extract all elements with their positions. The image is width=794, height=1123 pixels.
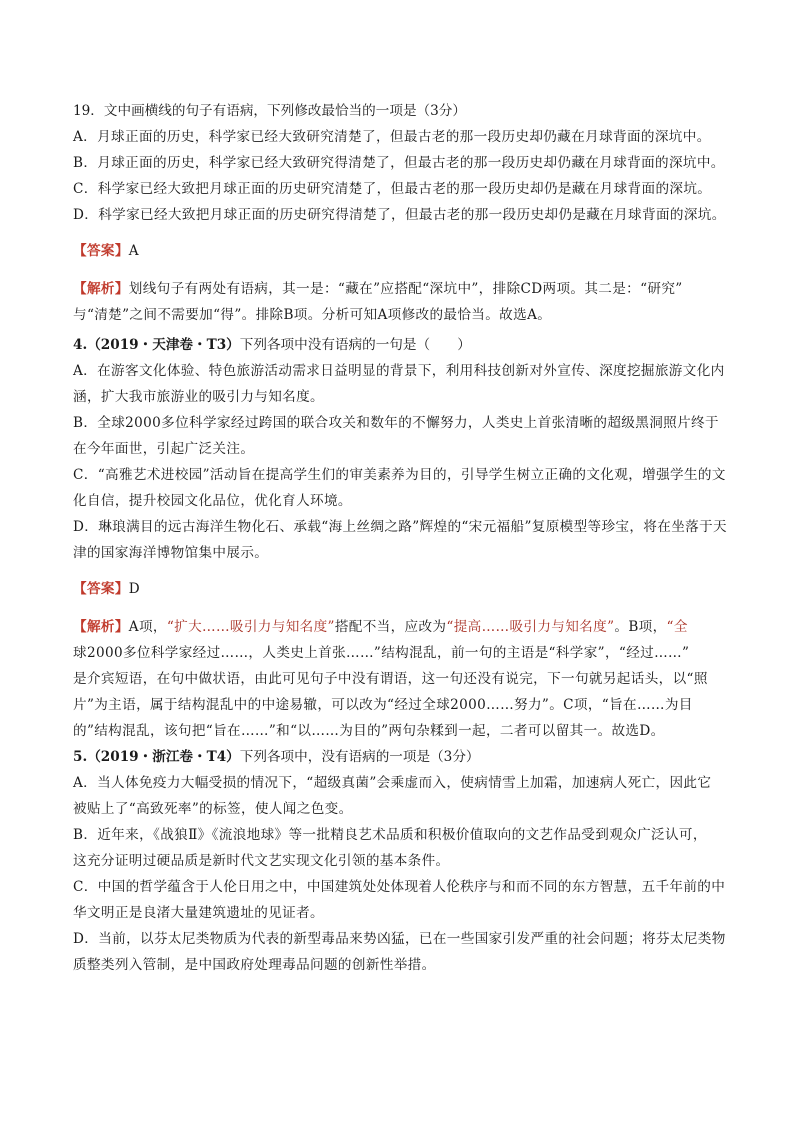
answer-tag: 【答案】 <box>73 581 129 597</box>
question-4-option-line: B．全球2000多位科学家经过跨国的联合攻关和数年的不懈努力，人类史上首张清晰的超级黑洞照片终于 <box>73 415 719 431</box>
analysis-line: 是介宾短语，在句中做状语，由此可见句子中没有谓语，这一句还没有说完，下一句就另起话头，以“照 <box>73 671 708 687</box>
question-5-option-line: B．近年来，《战狼Ⅱ》《流浪地球》等一批精良艺术品质和积极价值取向的文艺作品受到观众广泛认可， <box>73 827 707 843</box>
answer-tag: 【答案】 <box>73 243 129 259</box>
analysis-line: 【解析】划线句子有两处有语病，其一是：“藏在”应搭配“深坑中”，排除CD两项。其二是：“研究” <box>73 281 683 297</box>
question-19-option-c: C．科学家已经大致把月球正面的历史研究清楚了，但最古老的那一段历史却仍是藏在月球背面的深坑。 <box>73 181 712 197</box>
question-5-option-line: 华文明正是良渚大量建筑遗址的见证者。 <box>73 905 324 921</box>
question-4-option-line: 化自信，提升校园文化品位，优化育人环境。 <box>73 493 352 509</box>
question-source: （2019・天津卷・T3） <box>87 337 240 353</box>
question-5-option-line: 质整类列入管制，是中国政府处理毒品问题的创新性举措。 <box>73 957 436 973</box>
answer-value: D <box>128 581 141 597</box>
question-19-analysis <box>73 276 725 328</box>
question-5-option-line: C．中国的哲学蕴含于人伦日用之中，中国建筑处处体现着人伦秩序与和而不同的东方智慧，五千年前的中 <box>73 879 726 895</box>
question-19-title: 19．文中画横线的句子有语病，下列修改最恰当的一项是（3分） <box>73 103 466 119</box>
analysis-line: 与“清楚”之间不需要加“得”。排除B项。分析可知A项修改的最恰当。故选A。 <box>73 307 552 323</box>
question-4-analysis <box>73 614 725 744</box>
question-5-option-line: D．当前，以芬太尼类物质为代表的新型毒品来势凶猛，已在一些国家引发严重的社会问题；将芬太尼类物 <box>73 931 726 947</box>
question-19-option-d: D．科学家已经大致把月球正面的历史研究得清楚了，但最古老的那一段历史却仍是藏在月球背面的深坑。 <box>73 207 726 223</box>
question-19-answer <box>73 238 725 264</box>
document-page <box>73 98 725 978</box>
question-4-option-line: 涵，扩大我市旅游业的吸引力与知名度。 <box>73 389 324 405</box>
question-19-option-b: B．月球正面的历史，科学家已经大致研究得清楚了，但最古老的那一段历史却仍藏在月球背面的深坑中。 <box>73 155 725 171</box>
question-4-option-line: D．琳琅满目的远古海洋生物化石、承载“海上丝绸之路”辉煌的“宋元福船”复原模型等珍宝，将在坐落于天 <box>73 519 727 535</box>
analysis-line: 球2000多位科学家经过……，人类史上首张……”结构混乱，前一句的主语是“科学家”，“经过……” <box>73 645 690 661</box>
answer-value: A <box>128 243 139 259</box>
question-5-option-line: A．当人体免疫力大幅受损的情况下，“超级真菌”会乘虚而入，使病情雪上加霜，加速病人死亡，因此它 <box>73 775 712 791</box>
question-stem: 下列各项中，没有语病的一项是（3分） <box>239 749 480 765</box>
question-5-option-line: 被贴上了“高致死率”的标签，使人闻之色变。 <box>73 801 353 817</box>
analysis-line: 片”为主语，属于结构混乱中的中途易辙，可以改为“经过全球2000……努力”。C项，“旨在……为目 <box>73 697 693 713</box>
question-4-option-line: C．“高雅艺术进校园”活动旨在提高学生们的审美素养为目的，引导学生树立正确的文化观，增强学生的文 <box>73 467 726 483</box>
question-4-answer <box>73 576 725 602</box>
question-number: 4. <box>73 337 88 353</box>
analysis-tag: 【解析】 <box>73 619 129 635</box>
analysis-line: 【解析】A项，“扩大……吸引力与知名度”搭配不当，应改为“提高……吸引力与知名度”。B项，“全 <box>73 619 688 635</box>
question-4-option-line: 津的国家海洋博物馆集中展示。 <box>73 545 269 561</box>
question-5-option-line: 这充分证明过硬品质是新时代文艺实现文化引领的基本条件。 <box>73 853 450 869</box>
question-number: 5. <box>73 749 88 765</box>
question-4-title <box>73 332 725 358</box>
analysis-tag: 【解析】 <box>73 281 129 297</box>
question-4-option-line: 在今年面世，引起广泛关注。 <box>73 441 255 457</box>
question-4-option-line: A．在游客文化体验、特色旅游活动需求日益明显的背景下，利用科技创新对外宣传、深度挖掘旅游文化内 <box>73 363 725 379</box>
analysis-line: 的”结构混乱，该句把“旨在……”和“以……为目的”两句杂糅到一起，二者可以留其一。故选D。 <box>73 723 665 739</box>
question-stem: 下列各项中没有语病的一句是（ ） <box>239 337 471 353</box>
question-source: （2019・浙江卷・T4） <box>87 749 240 765</box>
question-5-title <box>73 744 725 770</box>
question-19-option-a: A．月球正面的历史，科学家已经大致研究清楚了，但最古老的那一段历史却仍藏在月球背面的深坑中。 <box>73 129 711 145</box>
